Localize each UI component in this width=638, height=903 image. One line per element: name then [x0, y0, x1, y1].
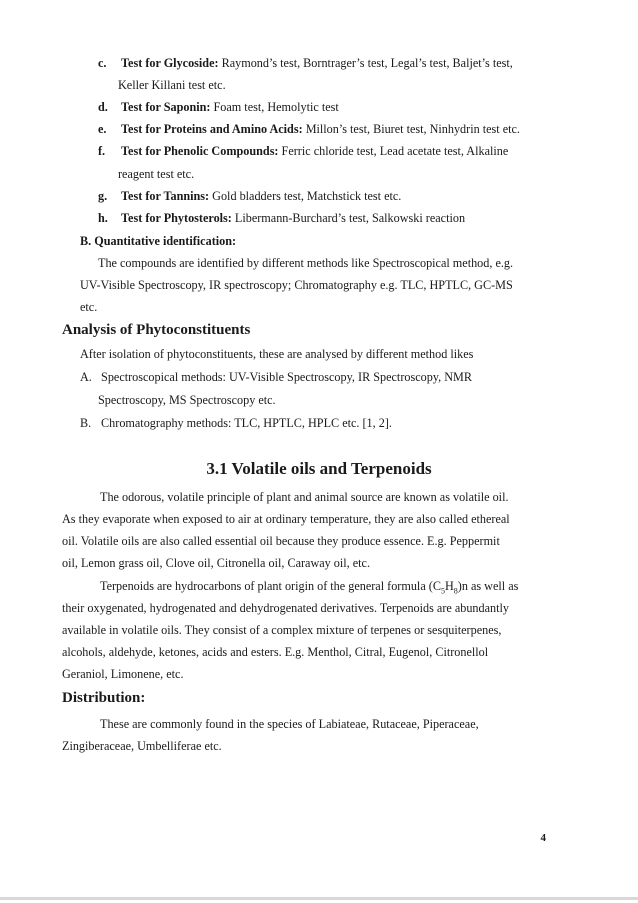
analysis-item-text: Spectroscopical methods: UV-Visible Spectroscopy, IR Spectroscopy, NMR [101, 370, 472, 384]
quantitative-text-line: etc. [80, 300, 98, 314]
paragraph-line: alcohols, aldehyde, ketones, acids and esters. E.g. Menthol, Citral, Eugenol, Citronellol [62, 645, 489, 659]
quantitative-text-line: The compounds are identified by different methods like Spectroscopical method, e.g. [98, 256, 514, 270]
page-bottom-edge [0, 897, 638, 900]
test-text: Gold bladders test, Matchstick test etc. [212, 189, 402, 203]
paragraph-line: The odorous, volatile principle of plant and animal source are known as volatile oil. [100, 490, 509, 504]
item-label: h. [98, 211, 108, 225]
test-name: Test for Phytosterols: [121, 211, 232, 225]
test-text: Libermann-Burchard’s test, Salkowski reaction [234, 211, 466, 225]
test-text: Ferric chloride test, Lead acetate test, Alkaline [281, 144, 509, 158]
page-number: 4 [540, 832, 546, 844]
analysis-item-text: Chromatography methods: TLC, HPTLC, HPLC etc. [1, 2]. [101, 416, 392, 430]
test-item-e [98, 121, 520, 137]
paragraph-line: As they evaporate when exposed to air at ordinary temperature, they are also called ethereal [62, 512, 510, 526]
item-label: A. [80, 370, 92, 384]
item-label: c. [98, 56, 107, 70]
test-text: Raymond’s test, Borntrager’s test, Legal’s test, Baljet’s test, [221, 56, 513, 70]
text-run: )n as well as [457, 579, 519, 593]
item-label: g. [98, 189, 108, 203]
analysis-heading: Analysis of Phytoconstituents [62, 322, 251, 338]
paragraph-line: Zingiberaceae, Umbelliferae etc. [62, 739, 222, 753]
analysis-item-a [80, 369, 548, 385]
test-item-f-continued: reagent test etc. [118, 167, 195, 181]
text-run: H [444, 579, 454, 593]
test-name: Test for Saponin: [121, 100, 211, 114]
paragraph-line: Geraniol, Limonene, etc. [62, 667, 184, 681]
paragraph-line: oil. Volatile oils are also called essential oil because they produce essence. E.g. Peppermit [62, 534, 500, 548]
item-label: B. [80, 416, 92, 430]
paragraph-line: These are commonly found in the species of Labiateae, Rutaceae, Piperaceae, [100, 717, 479, 731]
analysis-intro: After isolation of phytoconstituents, these are analysed by different method likes [80, 347, 474, 361]
item-label: d. [98, 100, 108, 114]
text-run: Terpenoids are hydrocarbons of plant origin of the general formula (C [100, 579, 441, 593]
paragraph-line: their oxygenated, hydrogenated and dehydrogenated derivatives. Terpenoids are abundantly [62, 601, 509, 615]
test-name: Test for Glycoside: [121, 56, 219, 70]
test-name: Test for Phenolic Compounds: [121, 144, 279, 158]
test-name: Test for Tannins: [121, 189, 210, 203]
test-text: Foam test, Hemolytic test [213, 100, 339, 114]
paragraph-line: oil, Lemon grass oil, Clove oil, Citronella oil, Caraway oil, etc. [62, 556, 371, 570]
test-item-g [98, 188, 401, 204]
test-name: Test for Proteins and Amino Acids: [121, 122, 303, 136]
paragraph-line [100, 578, 518, 594]
test-item-f [98, 143, 508, 159]
item-label: e. [98, 122, 107, 136]
distribution-heading: Distribution: [62, 690, 146, 706]
quantitative-heading: B. Quantitative identification: [80, 234, 237, 248]
item-label: f. [98, 144, 106, 158]
analysis-item-a-continued: Spectroscopy, MS Spectroscopy etc. [98, 393, 276, 407]
subscript: 5 [440, 586, 445, 596]
test-item-c [98, 55, 548, 71]
test-item-d [98, 99, 339, 115]
analysis-item-b [80, 415, 392, 431]
test-text: Millon’s test, Biuret test, Ninhydrin test etc. [305, 122, 520, 136]
paragraph-line: available in volatile oils. They consist of a complex mixture of terpenes or sesquiterpenes, [62, 623, 502, 637]
test-item-h [98, 210, 465, 226]
section-title: 3.1 Volatile oils and Terpenoids [206, 459, 432, 478]
test-item-c-continued: Keller Killani test etc. [118, 78, 226, 92]
subscript: 8 [453, 586, 458, 596]
quantitative-text-line: UV-Visible Spectroscopy, IR spectroscopy; Chromatography e.g. TLC, HPTLC, GC-MS [80, 278, 513, 292]
